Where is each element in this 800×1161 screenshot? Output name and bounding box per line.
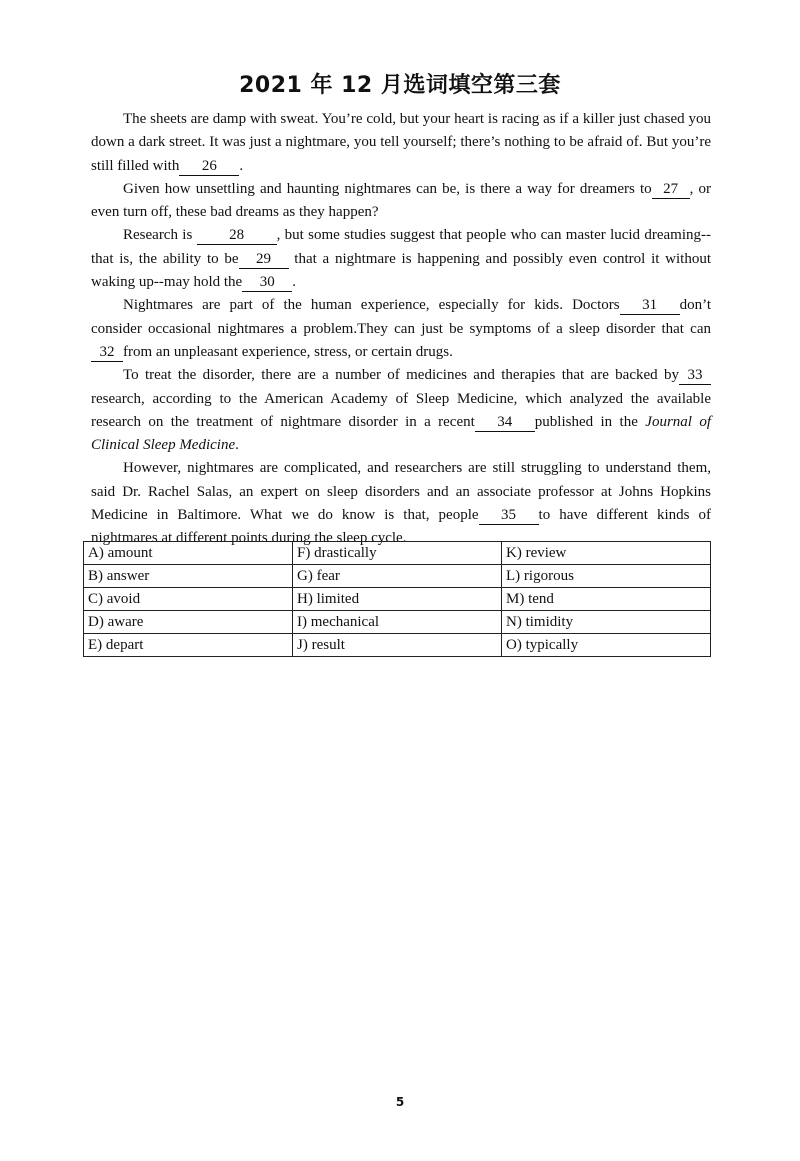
page-number: 5 — [395, 1095, 405, 1109]
reading-passage — [91, 108, 711, 551]
table-row — [84, 565, 711, 588]
paragraph-text: , but some studies suggest that people who can master lucid dreaming--that is, the ability to be — [91, 227, 712, 267]
blank-28: 28 — [197, 227, 277, 245]
paragraph-text: Nightmares are part of the human experience, especially for kids. Doctors — [123, 297, 620, 314]
table-row — [84, 634, 711, 657]
option-cell: J) result — [293, 634, 502, 657]
blank-34: 34 — [475, 414, 535, 432]
journal-name: Journal of Clinical Sleep Medicine — [91, 413, 711, 454]
paragraph-text: Research is — [123, 227, 193, 244]
blank-30: 30 — [242, 274, 292, 292]
option-cell: B) answer — [84, 565, 293, 588]
paragraph-text: from an unpleasant experience, stress, or certain drugs. — [123, 343, 453, 360]
blank-32: 32 — [91, 344, 123, 362]
paragraph-text: that a nightmare is happening and possibly even control it without waking up--may hold the — [91, 250, 711, 291]
page-title: 2021 年 12 月选词填空第三套 — [239, 73, 561, 98]
paragraph-text: However, nightmares are complicated, and researchers are still struggling to understand them, said Dr. Rachel Salas, an expert on sleep disorders and an associate professor at Johns Hopkins Medicine in Baltimore. What we do know is that, people — [91, 460, 711, 524]
paragraph-6 — [91, 457, 711, 550]
blank-27: 27 — [652, 181, 690, 199]
option-cell: I) mechanical — [293, 611, 502, 634]
word-bank-table — [83, 541, 711, 657]
paragraph-text: don’t consider occasional nightmares a problem.They can just be symptoms of a sleep disorder that can — [91, 297, 711, 337]
paragraph-text: . — [239, 157, 244, 174]
paragraph-text: Given how unsettling and haunting nightmares can be, is there a way for dreamers to — [123, 180, 652, 197]
table-row — [84, 588, 711, 611]
paragraph-text: . — [292, 274, 296, 291]
paragraph-1 — [91, 108, 711, 178]
option-cell: O) typically — [502, 634, 711, 657]
option-cell: D) aware — [84, 611, 293, 634]
option-cell: C) avoid — [84, 588, 293, 611]
option-cell: A) amount — [84, 542, 293, 565]
option-cell: F) drastically — [293, 542, 502, 565]
paragraph-3 — [91, 224, 711, 294]
paragraph-text: research, according to the American Academy of Sleep Medicine, which analyzed the available research on the treatment of nightmare disorder in a recent — [91, 390, 711, 430]
paragraph-5 — [91, 364, 711, 457]
paragraph-text: To treat the disorder, there are a number of medicines and therapies that are backed by — [123, 367, 679, 384]
paragraph-4 — [91, 294, 711, 364]
option-cell: M) tend — [502, 588, 711, 611]
blank-31: 31 — [620, 297, 680, 315]
option-cell: K) review — [502, 542, 711, 565]
blank-26: 26 — [179, 158, 239, 176]
option-cell: L) rigorous — [502, 565, 711, 588]
paragraph-text: The sheets are damp with sweat. You’re cold, but your heart is racing as if a killer just chased you down a dark street. It was just a nightmare, you tell yourself; there’s nothing to be afraid of. But you’re still filled with — [91, 111, 711, 174]
paragraph-text: published in the — [534, 413, 638, 430]
table-row — [84, 542, 711, 565]
option-cell: H) limited — [293, 588, 502, 611]
paragraph-text: . — [235, 437, 239, 454]
option-cell: E) depart — [84, 634, 293, 657]
paragraph-2 — [91, 178, 711, 225]
paragraph-text: to have different kinds of nightmares at different points during the sleep cycle. — [91, 507, 711, 547]
option-cell: N) timidity — [502, 611, 711, 634]
option-cell: G) fear — [293, 565, 502, 588]
blank-29: 29 — [239, 251, 289, 269]
table-row — [84, 611, 711, 634]
blank-33: 33 — [679, 367, 711, 385]
blank-35: 35 — [479, 507, 539, 525]
paragraph-text: , or even turn off, these bad dreams as they happen? — [91, 180, 712, 221]
